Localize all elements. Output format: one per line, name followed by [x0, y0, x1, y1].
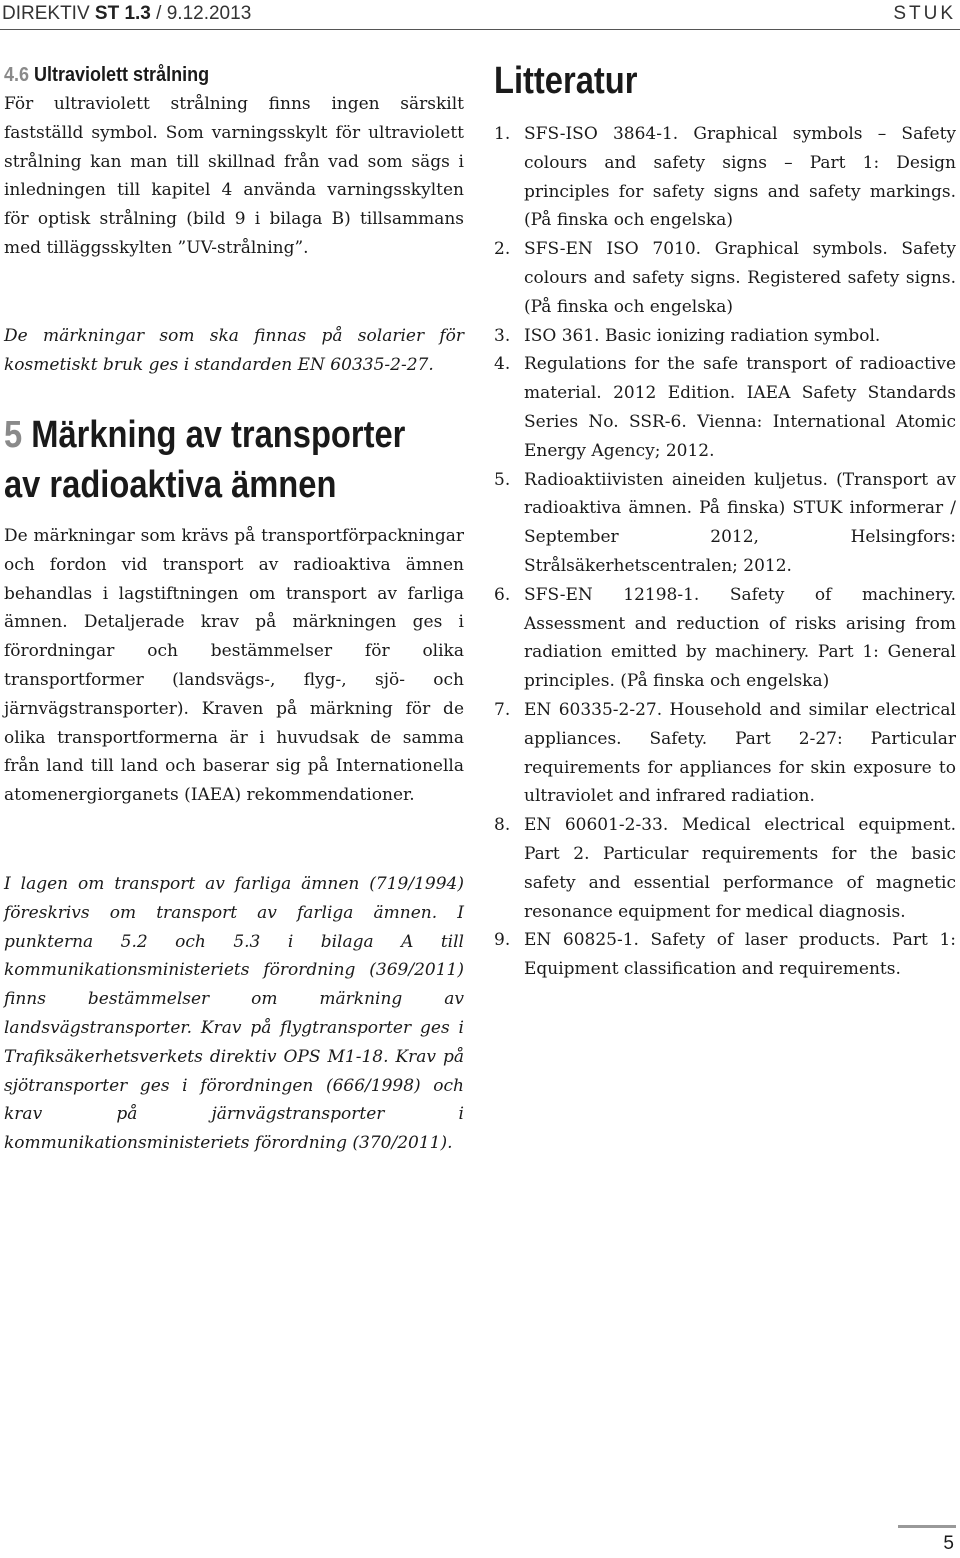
- header-org: STUK: [893, 3, 956, 24]
- header-doc-type: DIREKTIV: [2, 3, 90, 24]
- reference-item: [494, 581, 956, 696]
- section-5-title: Märkning av transporter av radioaktiva ämnen: [4, 414, 406, 506]
- header-divider: [0, 29, 960, 30]
- reference-text: Radioaktiivisten aineiden kuljetus. (Transport av radioaktiva ämnen. På finska) STUK informerar / September 2012, Helsingfors: Strålsäkerhetscentralen; 2012.: [524, 469, 956, 576]
- header-doc-id: [2, 3, 251, 25]
- section-5-body: De märkningar som krävs på transportförpackningar och fordon vid transport av radioaktiva ämnen behandlas i lagstiftningen om transport av farliga ämnen. Detaljerade krav på märkningen ges i förordningar och bestämmelser för olika transportformer (landsvägs-, flyg-, sjö- och järnvägstransporter). Kraven på märkning för de olika transportformerna är i huvudsak de samma från land till land och baserar sig på Internationella atomenergiorganets (IAEA) rekommendationer.: [4, 526, 464, 806]
- reference-number: 1.: [494, 124, 511, 144]
- reference-text: SFS-EN ISO 7010. Graphical symbols. Safety colours and safety signs. Registered safety signs. (På finska och engelska): [524, 239, 956, 317]
- reference-text: EN 60825-1. Safety of laser products. Part 1: Equipment classification and requirements.: [524, 930, 956, 980]
- reference-number: 2.: [494, 239, 511, 260]
- reference-item: [494, 696, 956, 811]
- header-doc-date: / 9.12.2013: [156, 3, 252, 24]
- reference-text: EN 60335-2-27. Household and similar electrical appliances. Safety. Part 2-27: Particular requirements for appliances for skin exposure to ultraviolet and infrared radiation.: [524, 699, 956, 807]
- reference-item: [494, 350, 956, 465]
- reference-item: [494, 811, 956, 926]
- section-4-6-title: Ultraviolett strålning: [34, 64, 210, 86]
- reference-number: 9.: [494, 930, 511, 951]
- reference-text: Regulations for the safe transport of radioactive material. 2012 Edition. IAEA Safety Standards Series No. SSR-6. Vienna: International Atomic Energy Agency; 2012.: [524, 354, 956, 461]
- reference-text: SFS-ISO 3864-1. Graphical symbols – Safety colours and safety signs – Part 1: Design principles for safety signs and safety markings. (På finska och engelska): [524, 124, 956, 231]
- reference-list: [494, 120, 956, 984]
- reference-number: 3.: [494, 325, 511, 346]
- header-doc-code: ST 1.3: [94, 3, 151, 24]
- section-5-heading: [4, 410, 408, 510]
- reference-text: ISO 361. Basic ionizing radiation symbol.: [524, 325, 881, 346]
- reference-number: 7.: [494, 699, 511, 720]
- reference-item: [494, 235, 956, 321]
- reference-text: SFS-EN 12198-1. Safety of machinery. Assessment and reduction of risks arising from radiation emitted by machinery. Part 1: General principles. (På finska och engelska): [524, 584, 956, 692]
- reference-item: [494, 466, 956, 581]
- section-5-number: 5: [4, 414, 23, 456]
- footer-divider: [898, 1525, 956, 1528]
- page-header: [0, 0, 960, 30]
- reference-number: 5.: [494, 469, 511, 490]
- reference-number: 8.: [494, 815, 511, 836]
- section-4-6-body: För ultraviolett strålning finns ingen särskilt fastställd symbol. Som varningsskylt för ultraviolett strålning kan man till skillnad från vad som sägs i inledningen till kapitel 4 använda varningsskylten för optisk strålning (bild 9 i bilaga B) tillsammans med tilläggsskylten ”UV-strålning”.: [4, 94, 464, 258]
- literature-heading: Litteratur: [494, 60, 638, 102]
- reference-item: [494, 322, 956, 351]
- section-4-6-note: De märkningar som ska finnas på solarier för kosmetiskt bruk ges i standarden EN 60335-2-27.: [4, 326, 464, 375]
- section-4-6-number: 4.6: [4, 64, 30, 86]
- reference-number: 6.: [494, 584, 511, 605]
- reference-text: EN 60601-2-33. Medical electrical equipment. Part 2. Particular requirements for the basic safety and essential performance of magnetic resonance equipment for medical diagnosis.: [524, 815, 956, 922]
- section-4-6-heading: [4, 64, 418, 87]
- reference-item: [494, 926, 956, 984]
- reference-item: [494, 120, 956, 235]
- section-5-note: I lagen om transport av farliga ämnen (719/1994) föreskrivs om transport av farliga ämnen. I punkterna 5.2 och 5.3 i bilaga A till kommunikationsministeriets förordning (369/2011) finns bestämmelser om märkning av landsvägstransporter. Krav på flygtransporter ges i Trafiksäkerhetsverkets direktiv OPS M1-18. Krav på sjötransporter ges i förordningen (666/1998) och krav på järnvägstransporter i kommunikationsministeriets förordning (370/2011).: [4, 874, 464, 1154]
- page-number: 5: [943, 1533, 954, 1554]
- reference-number: 4.: [494, 354, 511, 375]
